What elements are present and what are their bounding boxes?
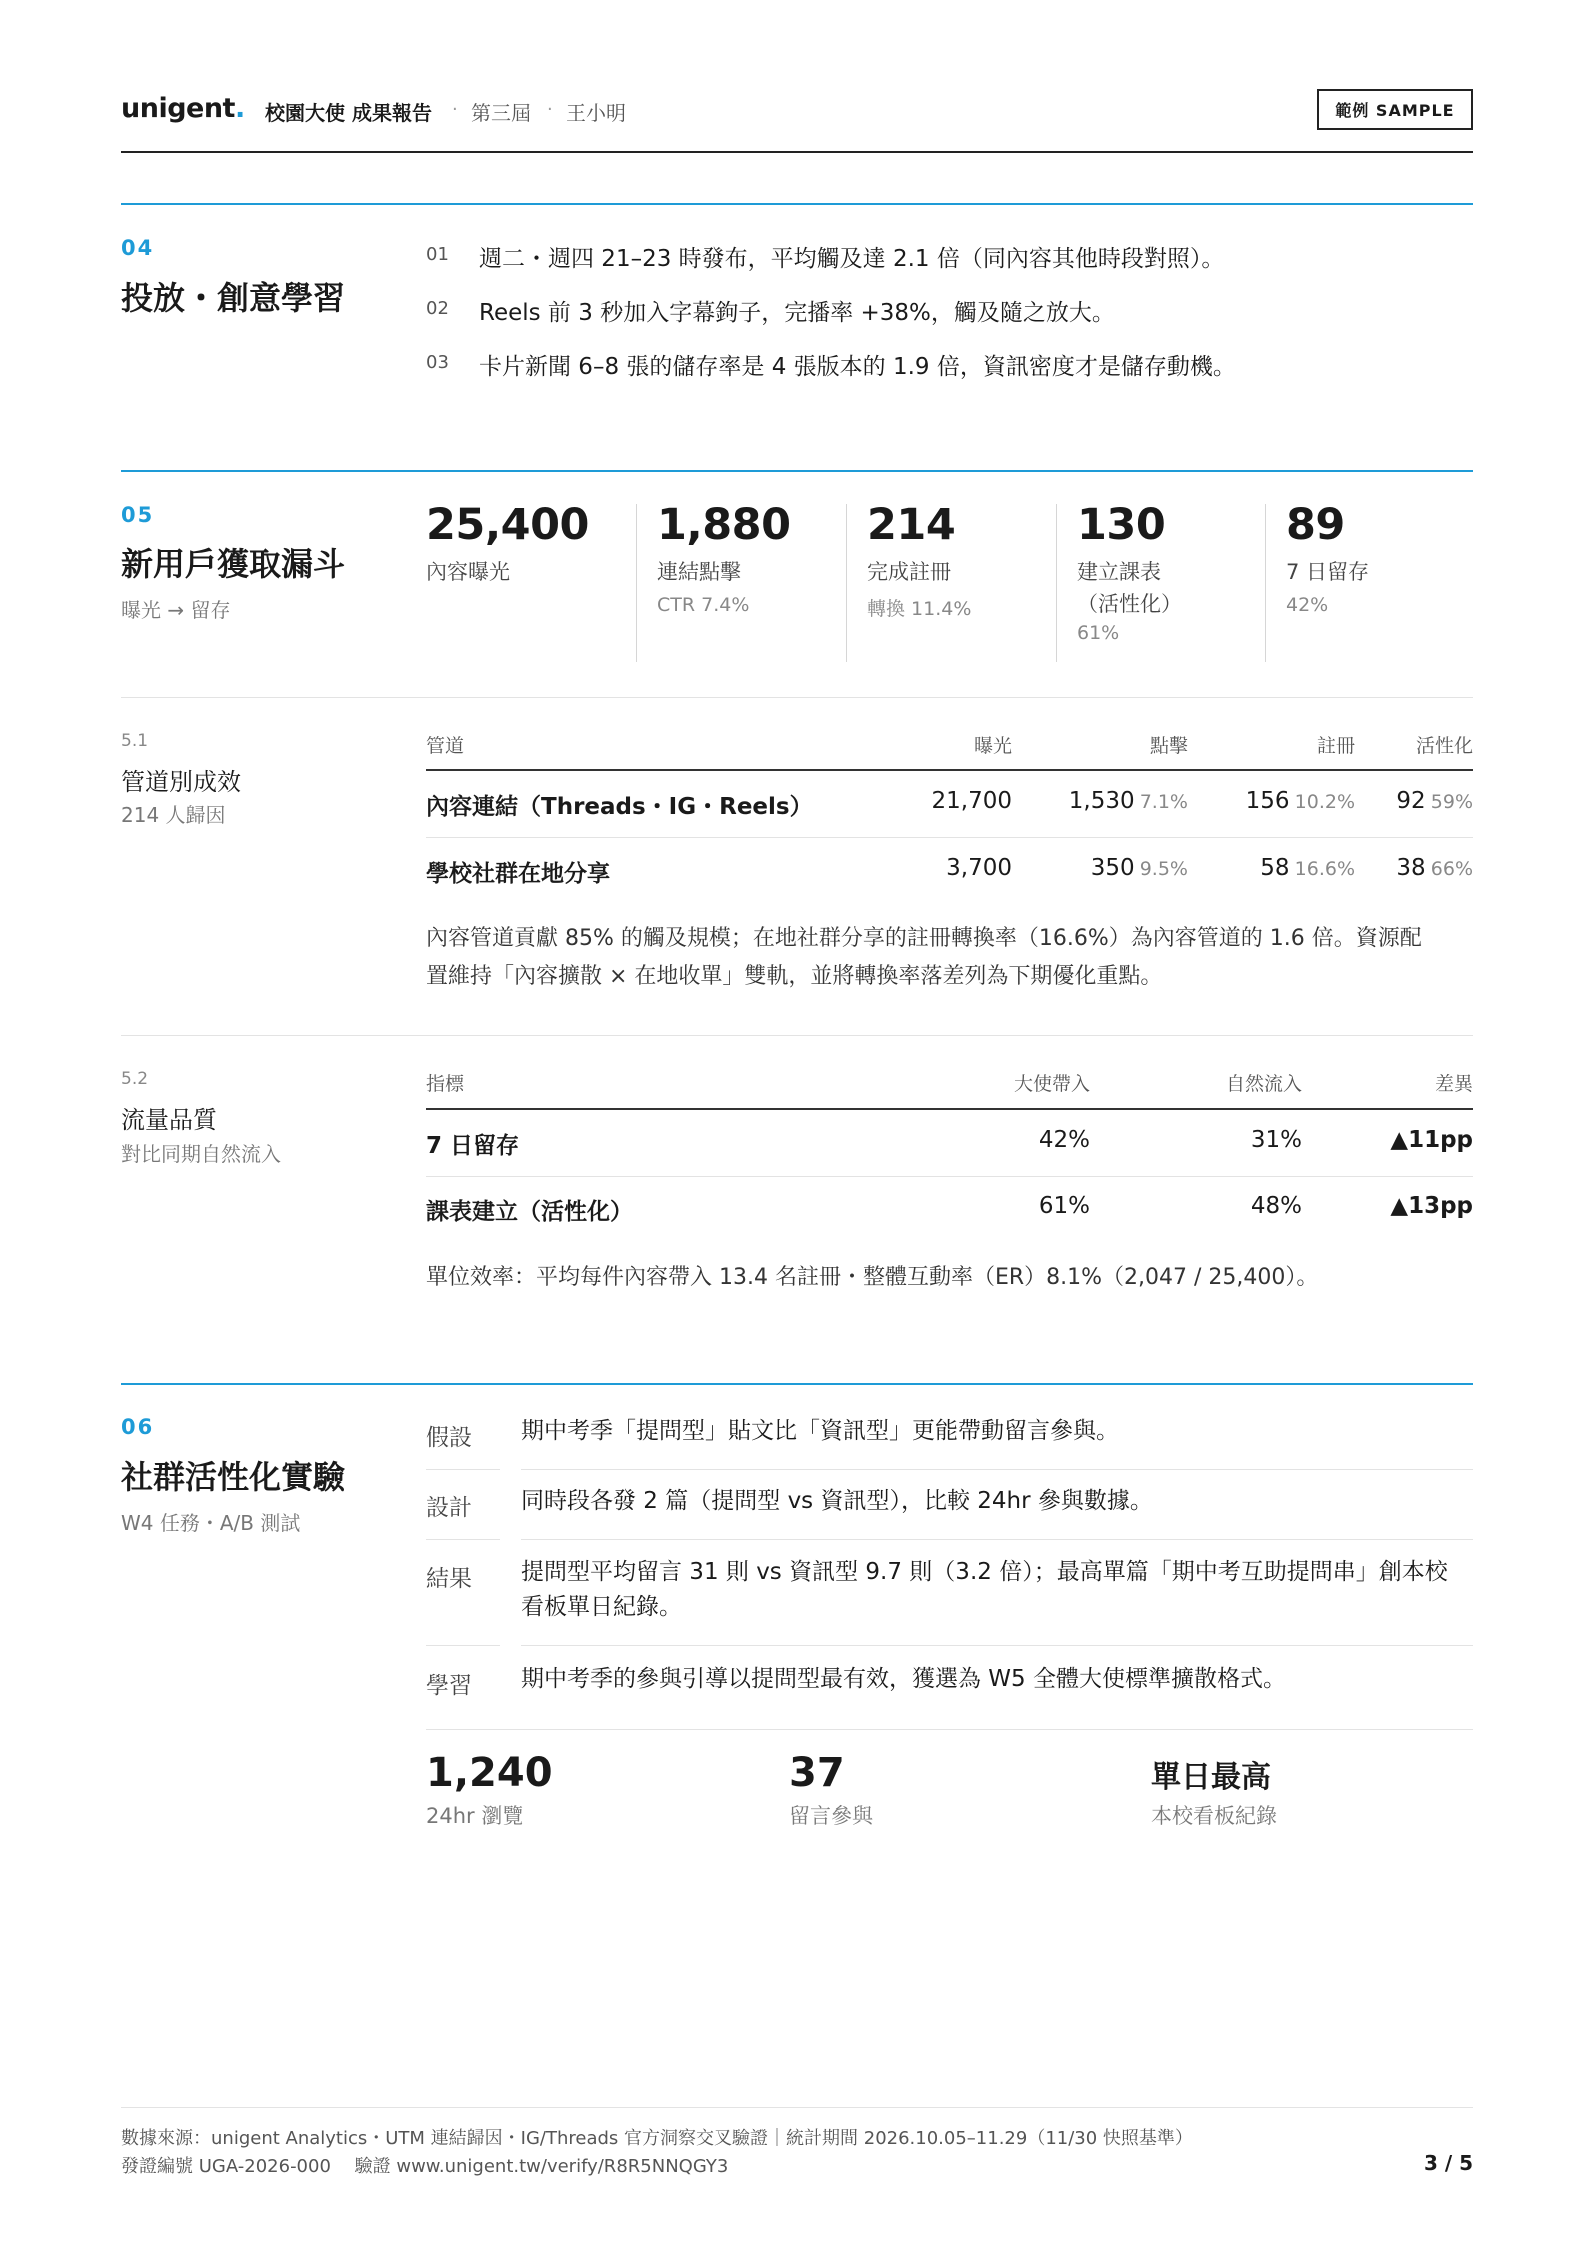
- difference-cell: ▲13pp: [1390, 1193, 1473, 1219]
- kpi-label: （活性化）: [1077, 592, 1182, 616]
- learning-text: 卡片新聞 6–8 張的儲存率是 4 張版本的 1.9 倍，資訊密度才是儲存動機。: [479, 354, 1236, 380]
- row-divider: [521, 1645, 1473, 1646]
- kpi-divider: [846, 504, 847, 662]
- column-header: 大使帶入: [1013, 1073, 1090, 1095]
- stat-label: 24hr 瀏覽: [426, 1804, 524, 1828]
- certificate-verification: 發證編號 UGA-2026-000 驗證 www.unigent.tw/verify/R8R5NNQGY3: [121, 2156, 729, 2177]
- stat-value: 1,240: [426, 1750, 553, 1796]
- stat-views: [426, 1750, 553, 1830]
- channel-name: 內容連結（Threads・IG・Reels）: [426, 794, 813, 820]
- kpi-registrations: [867, 500, 971, 621]
- table-row: [426, 770, 1473, 837]
- row-divider: [426, 1469, 500, 1470]
- clicks-cell: 350 9.5%: [1090, 855, 1188, 881]
- experiment-label: 結果: [426, 1566, 472, 1592]
- impressions-cell: 21,700: [931, 788, 1012, 814]
- kpi-value: 1,880: [657, 500, 791, 550]
- text-line: 提問型平均留言 31 則 vs 資訊型 9.7 則（3.2 倍）；最高單篇「期中考互助提問串」創本校: [521, 1559, 1448, 1585]
- kpi-note: 42%: [1286, 594, 1329, 616]
- stat-value: 37: [789, 1750, 845, 1796]
- organic-cell: 31%: [1250, 1127, 1302, 1153]
- footer-rule: [121, 2107, 1473, 2108]
- section-title: 社群活性化實驗: [121, 1458, 346, 1496]
- unigent-logo: [121, 93, 245, 124]
- experiment-label: 學習: [426, 1673, 472, 1699]
- kpi-label: 建立課表: [1077, 560, 1161, 584]
- kpi-divider: [1056, 504, 1057, 662]
- ambassador-cell: 61%: [1038, 1193, 1090, 1219]
- kpi-label: 完成註冊: [867, 560, 951, 584]
- subsection-number: 5.2: [121, 1069, 149, 1089]
- edition-label: 第三屆: [471, 101, 531, 125]
- metric-name: 7 日留存: [426, 1133, 520, 1159]
- logo-text: unigent: [121, 93, 235, 124]
- data-source-note: 數據來源：unigent Analytics・UTM 連結歸因・IG/Threads 官方洞察交叉驗證｜統計期間 2026.10.05–11.29（11/30 快照基準）: [121, 2128, 1193, 2149]
- experiment-text: [521, 1555, 1473, 1625]
- section-rule: [121, 1383, 1473, 1385]
- kpi-impressions: [426, 500, 589, 586]
- subsection-rule: [121, 697, 1473, 698]
- registrations-cell: 156 10.2%: [1245, 788, 1355, 814]
- row-divider: [426, 1645, 500, 1646]
- kpi-value: 130: [1077, 500, 1166, 550]
- row-divider: [521, 1469, 1473, 1470]
- kpi-label: 7 日留存: [1286, 560, 1370, 584]
- experiment-text: 同時段各發 2 篇（提問型 vs 資訊型），比較 24hr 參與數據。: [521, 1488, 1153, 1514]
- subsection-title: 管道別成效: [121, 768, 241, 796]
- section-subtitle: W4 任務・A/B 測試: [121, 1511, 301, 1535]
- column-header: 曝光: [973, 735, 1012, 757]
- kpi-retention: [1286, 500, 1369, 616]
- efficiency-summary: 單位效率：平均每件內容帶入 13.4 名註冊・整體互動率（ER）8.1%（2,047 / 25,400）。: [426, 1265, 1319, 1290]
- learning-number: 01: [426, 244, 449, 265]
- activation-cell: 92 59%: [1396, 788, 1473, 814]
- experiment-text: 期中考季的參與引導以提問型最有效，獲選為 W5 全體大使標準擴散格式。: [521, 1666, 1286, 1692]
- organic-cell: 48%: [1250, 1193, 1302, 1219]
- column-header: 點擊: [1149, 735, 1188, 757]
- ambassador-cell: 42%: [1038, 1127, 1090, 1153]
- person-name: 王小明: [566, 101, 626, 125]
- section-rule: [121, 470, 1473, 472]
- logo-dot: .: [234, 93, 245, 124]
- stat-label: 本校看板紀錄: [1151, 1804, 1277, 1828]
- column-header: 自然流入: [1225, 1073, 1302, 1095]
- column-header: 活性化: [1415, 735, 1473, 757]
- paragraph-line: 置維持「內容擴散 × 在地收單」雙軌，並將轉換率落差列為下期優化重點。: [426, 964, 1163, 989]
- table-row: [426, 1177, 1473, 1244]
- kpi-divider: [636, 504, 637, 662]
- subsection-note: 對比同期自然流入: [121, 1142, 281, 1166]
- stat-value: 單日最高: [1151, 1760, 1271, 1795]
- section-number: 04: [121, 236, 155, 260]
- learning-text: Reels 前 3 秒加入字幕鉤子，完播率 +38%，觸及隨之放大。: [479, 300, 1115, 326]
- metric-name: 課表建立（活性化）: [426, 1199, 633, 1225]
- impressions-cell: 3,700: [946, 855, 1012, 881]
- subsection-title: 流量品質: [121, 1106, 217, 1134]
- kpi-note: CTR 7.4%: [657, 594, 750, 616]
- activation-cell: 38 66%: [1396, 855, 1473, 881]
- learning-number: 03: [426, 352, 449, 373]
- table-row: [426, 838, 1473, 905]
- stat-record: [1151, 1752, 1277, 1830]
- registrations-cell: 58 16.6%: [1260, 855, 1355, 881]
- row-divider: [426, 1729, 1473, 1730]
- kpi-note: 61%: [1077, 622, 1120, 644]
- section-title: 新用戶獲取漏斗: [121, 545, 346, 583]
- stat-comments: [789, 1750, 873, 1830]
- kpi-activation: [1077, 500, 1182, 644]
- learning-number: 02: [426, 298, 449, 319]
- section-number: 06: [121, 1415, 155, 1439]
- experiment-text: 期中考季「提問型」貼文比「資訊型」更能帶動留言參與。: [521, 1418, 1119, 1444]
- section-rule: [121, 203, 1473, 205]
- text-line: 看板單日紀錄。: [521, 1594, 682, 1620]
- table-row: [426, 1109, 1473, 1176]
- kpi-note: 轉換 11.4%: [867, 598, 972, 620]
- kpi-label: 內容曝光: [426, 560, 510, 584]
- stat-label: 留言參與: [789, 1804, 873, 1828]
- column-header: 註冊: [1316, 735, 1355, 757]
- column-header: 指標: [426, 1073, 465, 1095]
- row-divider: [426, 1539, 500, 1540]
- sample-badge: 範例 SAMPLE: [1317, 89, 1473, 130]
- section-number: 05: [121, 503, 155, 527]
- clicks-cell: 1,530 7.1%: [1068, 788, 1188, 814]
- kpi-value: 214: [867, 500, 956, 550]
- header-separator: ·: [452, 99, 458, 120]
- header-rule: [121, 151, 1473, 153]
- header-separator: ·: [547, 99, 553, 120]
- learning-text: 週二・週四 21–23 時發布，平均觸及達 2.1 倍（同內容其他時段對照）。: [479, 246, 1225, 272]
- subsection-number: 5.1: [121, 731, 149, 751]
- section-title: 投放・創意學習: [121, 279, 346, 317]
- kpi-value: 25,400: [426, 500, 589, 550]
- experiment-label: 假設: [426, 1425, 472, 1451]
- kpi-divider: [1265, 504, 1266, 662]
- column-header: 管道: [426, 735, 465, 757]
- experiment-label: 設計: [426, 1495, 472, 1521]
- channel-analysis-paragraph: [426, 920, 1476, 996]
- paragraph-line: 內容管道貢獻 85% 的觸及規模；在地社群分享的註冊轉換率（16.6%）為內容管道的 1.6 倍。資源配: [426, 926, 1422, 951]
- page-number: 3 / 5: [1423, 2151, 1473, 2175]
- kpi-label: 連結點擊: [657, 560, 741, 584]
- column-header: 差異: [1434, 1073, 1473, 1095]
- channel-name: 學校社群在地分享: [426, 861, 610, 887]
- report-title: 校園大使 成果報告: [265, 101, 432, 125]
- kpi-clicks: [657, 500, 791, 616]
- subsection-note: 214 人歸因: [121, 803, 226, 827]
- subsection-rule: [121, 1035, 1473, 1036]
- row-divider: [521, 1539, 1473, 1540]
- difference-cell: ▲11pp: [1390, 1127, 1473, 1153]
- section-subtitle: 曝光 → 留存: [121, 598, 231, 622]
- kpi-value: 89: [1286, 500, 1345, 550]
